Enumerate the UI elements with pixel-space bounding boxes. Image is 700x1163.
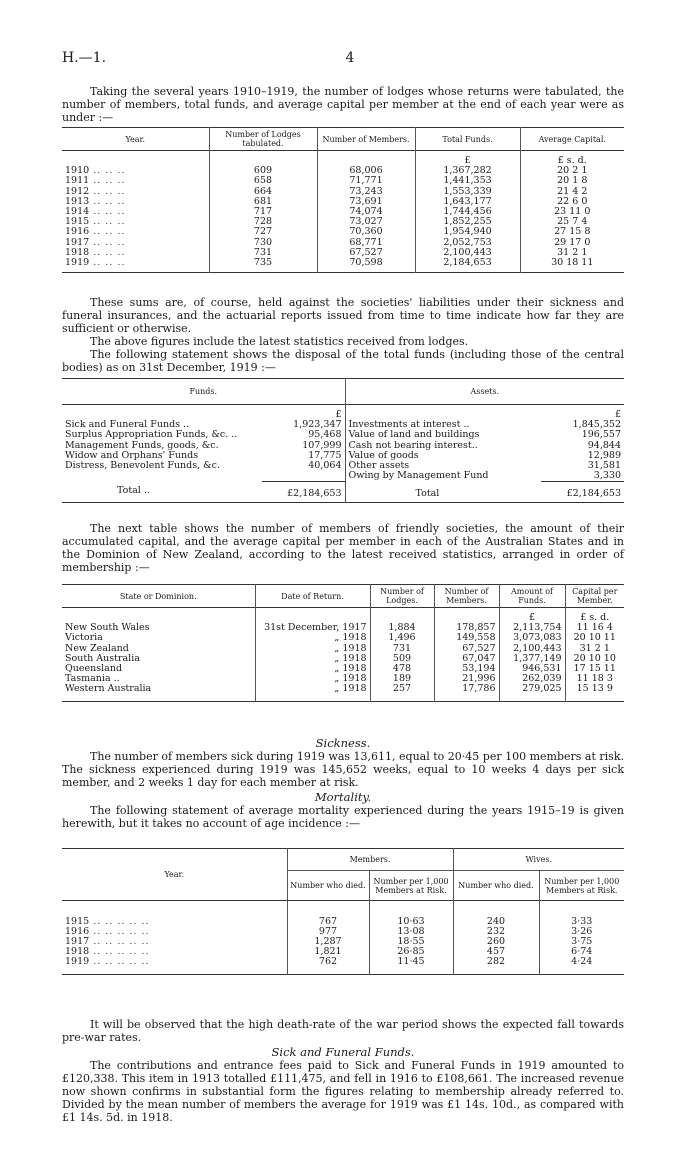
lodges-value: 658 (209, 176, 317, 186)
leader-dots: .. .. .. .. .. (89, 956, 150, 968)
lodges-value: 257 (370, 684, 434, 694)
funds-value: 1,553,339 (415, 187, 520, 197)
average-capital-value: 21 4 2 (557, 185, 588, 197)
state-name: New South Wales (62, 623, 255, 633)
mortality-table (62, 848, 624, 975)
asset-value: 196,557 (581, 429, 621, 441)
funds-value: 1,852,255 (415, 217, 520, 227)
fund-value: 40,064 (262, 461, 345, 471)
capital-per-member-value: 15 13 9 (576, 683, 613, 695)
capital-per-member-value: 31 2 1 (579, 642, 610, 654)
remarks-block (62, 296, 624, 374)
average-capital-value: 20 2 1 (557, 165, 588, 177)
average-capital-value: 22 6 0 (557, 195, 588, 207)
col-members-died: Number who died. (287, 871, 369, 901)
funds-value: 1,367,282 (415, 166, 520, 176)
table-row (62, 166, 624, 176)
table-row (62, 238, 624, 248)
total-assets-value: £2,184,653 (541, 482, 624, 503)
lodges-value: 728 (209, 217, 317, 227)
members-value: 21,996 (434, 674, 499, 684)
funds-value: 3,073,083 (499, 633, 565, 643)
heading-mortality: Mortality. (314, 790, 372, 804)
paragraph-disposal: The following statement shows the disposal of the total funds (including those of the central bodies) as on 31st December, 1919 :— (62, 348, 624, 374)
state-name: Western Australia (62, 684, 255, 694)
funds-value: 2,184,653 (415, 258, 520, 268)
wives-rate-value: 3·33 (571, 915, 593, 927)
members-value: 68,771 (317, 238, 415, 248)
leader-dots: .. .. .. (89, 206, 126, 218)
unit-pounds-assets: £ (614, 409, 621, 420)
leader-dots: .. .. .. (89, 216, 126, 228)
fund-value: 1,923,347 (262, 420, 345, 430)
members-rate-value: 10·63 (369, 917, 453, 927)
fund-value: 95,468 (262, 430, 345, 440)
totals-row (62, 482, 624, 503)
col-members: Number of Members. (317, 128, 415, 151)
average-capital-value: 23 11 0 (554, 206, 591, 218)
col-capital-per-member: Capital per Member. (572, 587, 618, 605)
closing-section (62, 1018, 624, 1124)
year-value: 1914 (65, 206, 90, 218)
fund-label: Distress, Benevolent Funds, &c. (65, 460, 220, 472)
members-value: 68,006 (317, 166, 415, 176)
wives-rate-value: 3·26 (571, 925, 593, 937)
col-wives-rate: Number per 1,000 Members at Risk. (544, 876, 620, 895)
average-capital-value: 30 18 11 (551, 257, 594, 269)
col-amount-of-funds: Amount of Funds. (499, 585, 565, 608)
col-members-group: Members. (287, 849, 453, 871)
col-number-of-lodges: Number of Lodges. (370, 585, 434, 608)
fund-label: Widow and Orphans' Funds (65, 449, 199, 461)
year-value: 1910 (65, 165, 90, 177)
empty-cell (262, 471, 345, 482)
capital-per-member-value: 20 10 11 (573, 632, 616, 644)
year-value: 1917 (65, 935, 90, 947)
asset-label: Cash not bearing interest.. (348, 439, 478, 451)
year-cell (62, 957, 287, 967)
leader-dots: .. .. .. .. .. (89, 925, 150, 937)
capital-per-member-value: 11 16 4 (576, 622, 613, 634)
lodges-value: 681 (209, 197, 317, 207)
asset-label: Other assets (348, 460, 410, 472)
table-row (62, 471, 624, 482)
lodges-value: 730 (209, 238, 317, 248)
wives-died-value: 282 (453, 957, 539, 967)
members-value: 73,027 (317, 217, 415, 227)
members-value: 149,558 (434, 633, 499, 643)
funds-assets-body (62, 405, 624, 503)
members-value: 17,786 (434, 684, 499, 694)
date-of-return: „ 1918 (255, 664, 370, 674)
states-table (62, 584, 624, 702)
leader-dots: .. .. .. .. .. (89, 946, 150, 958)
lodges-value: 735 (209, 258, 317, 268)
members-value: 73,691 (317, 197, 415, 207)
col-year: Year. (62, 849, 287, 901)
lodges-table-body (62, 151, 624, 273)
members-value: 71,771 (317, 176, 415, 186)
state-name: Victoria (62, 633, 255, 643)
year-value: 1911 (65, 175, 90, 187)
funds-value: 262,039 (499, 674, 565, 684)
fund-label: Management Funds, goods, &c. (65, 439, 219, 451)
col-members-rate: Number per 1,000 Members at Risk. (369, 871, 453, 901)
table-row (62, 187, 624, 197)
unit-pounds-funds: £ (262, 405, 345, 421)
table-row (62, 957, 624, 967)
date-of-return: „ 1918 (255, 644, 370, 654)
funds-value: 1,643,177 (415, 197, 520, 207)
fund-label: Sick and Funeral Funds .. (65, 419, 190, 431)
year-cell (62, 258, 209, 268)
paragraph-liabilities: These sums are, of course, held against the societies' liabilities under their sickness and funeral insurances, and the actuarial reports issued from time to time indicate how far they are sufficient or otherwise. (62, 296, 624, 335)
fund-label: Surplus Appropriation Funds, &c. .. (65, 429, 238, 441)
empty-cell (62, 471, 262, 482)
asset-value: 3,330 (593, 470, 621, 482)
funds-value: 279,025 (499, 684, 565, 694)
col-assets: Assets. (470, 387, 500, 396)
members-died-value: 1,287 (287, 937, 369, 947)
leader-dots: .. .. .. (89, 195, 126, 207)
funds-value: 2,052,753 (415, 238, 520, 248)
table-row (62, 227, 624, 237)
asset-label: Owing by Management Fund (348, 470, 489, 482)
members-value: 70,360 (317, 227, 415, 237)
members-rate-value: 26·85 (369, 947, 453, 957)
intro-paragraph-block (62, 85, 624, 124)
year-value: 1919 (65, 257, 90, 269)
lodges-value: 1,884 (370, 623, 434, 633)
total-label-funds: Total .. (117, 484, 150, 496)
lodges-value: 509 (370, 654, 434, 664)
funds-value: 2,100,443 (499, 644, 565, 654)
funds-value: 1,954,940 (415, 227, 520, 237)
unit-pounds: £ (415, 151, 520, 167)
members-value: 74,074 (317, 207, 415, 217)
members-rate-value: 11·45 (369, 957, 453, 967)
fund-value: 17,775 (262, 451, 345, 461)
funds-value: 1,441,353 (415, 176, 520, 186)
funds-value: 2,113,754 (499, 623, 565, 633)
year-value: 1915 (65, 915, 90, 927)
members-died-value: 1,821 (287, 947, 369, 957)
col-wives-died: Number who died. (453, 871, 539, 901)
asset-label: Value of land and buildings (348, 429, 480, 441)
year-value: 1912 (65, 185, 90, 197)
col-lodges: Number of Lodges tabulated. (209, 128, 317, 151)
average-capital-value: 27 15 8 (554, 226, 591, 238)
wives-died-value: 240 (453, 917, 539, 927)
capital-per-member-value: 20 10 10 (573, 652, 616, 664)
date-of-return: „ 1918 (255, 684, 370, 694)
col-number-of-members: Number of Members. (434, 585, 499, 608)
paragraph-intro: Taking the several years 1910–1919, the number of lodges whose returns were tabulated, the number of members, total funds, and average capital per member at the end of each year were as under :— (62, 85, 624, 124)
year-value: 1919 (65, 956, 90, 968)
table-row (62, 248, 624, 258)
funds-value: 946,531 (499, 664, 565, 674)
capital-per-member-value: 17 15 11 (573, 663, 616, 675)
lodges-value: 731 (370, 644, 434, 654)
lodges-value: 727 (209, 227, 317, 237)
capital-per-member-value: 11 18 3 (576, 673, 613, 685)
date-of-return: 31st December, 1917 (255, 623, 370, 633)
members-value: 67,527 (434, 644, 499, 654)
asset-label: Value of goods (348, 449, 419, 461)
members-value: 178,857 (434, 623, 499, 633)
average-capital-value: 29 17 0 (554, 236, 591, 248)
paragraph-states: The next table shows the number of members of friendly societies, the amount of their accumulated capital, and the average capital per member in each of the Australian States and in the Dominion of New Zealand, according to the latest received statistics, arranged in order of membership :— (62, 522, 624, 574)
sickness-section (62, 737, 624, 830)
table-row (62, 176, 624, 186)
date-of-return: „ 1918 (255, 654, 370, 664)
year-value: 1918 (65, 246, 90, 258)
average-capital-value: 25 7 4 (557, 216, 588, 228)
state-name: Queensland (62, 664, 255, 674)
total-funds-value: £2,184,653 (262, 482, 345, 503)
members-value: 67,047 (434, 654, 499, 664)
members-value: 53,194 (434, 664, 499, 674)
state-name: New Zealand (62, 644, 255, 654)
lodges-value: 1,496 (370, 633, 434, 643)
wives-died-value: 457 (453, 947, 539, 957)
page-number: 4 (345, 50, 355, 66)
wives-died-value: 260 (453, 937, 539, 947)
table-row (62, 217, 624, 227)
asset-value: 31,581 (587, 460, 621, 472)
asset-label: Investments at interest .. (348, 419, 470, 431)
wives-rate-value: 4·24 (571, 956, 593, 968)
total-label-assets: Total (415, 487, 440, 499)
wives-rate-value: 3·75 (571, 935, 593, 947)
col-state: State or Dominion. (62, 585, 255, 608)
table-row (62, 684, 624, 694)
funds-value: 2,100,443 (415, 248, 520, 258)
state-name: South Australia (62, 654, 255, 664)
asset-value: 12,989 (587, 449, 621, 461)
mortality-table-body (62, 901, 624, 975)
table-row (62, 258, 624, 268)
paragraph-war-period: It will be observed that the high death-rate of the war period shows the expected fall towards pre-war rates. (62, 1018, 624, 1044)
states-table-body (62, 608, 624, 702)
table-row (62, 207, 624, 217)
paragraph-contributions: The contributions and entrance fees paid to Sick and Funeral Funds in 1919 amounted to £120,338. This item in 1913 totalled £111,475, and fell in 1916 to £108,661. The increased revenue now shown confirms in substantial form the figures relating to membership already referred to. Divided by the mean number of members the average for 1919 was £1 14s. 10d., as compared with £1 14s. 5d. in 1918. (62, 1059, 624, 1124)
document-reference: H.—1. (62, 50, 107, 66)
year-value: 1916 (65, 226, 90, 238)
col-year: Year. (62, 128, 209, 151)
members-died-value: 762 (287, 957, 369, 967)
average-capital-value: 20 1 8 (557, 175, 588, 187)
heading-sickness: Sickness. (315, 736, 371, 750)
members-died-value: 767 (287, 917, 369, 927)
paragraph-mortality: The following statement of average mortality experienced during the years 1915–19 is given herewith, but it takes no account of age incidence :— (62, 804, 624, 830)
page-header (62, 50, 638, 70)
col-funds: Funds. (62, 379, 345, 405)
asset-value: 94,844 (587, 439, 621, 451)
funds-value: 1,377,149 (499, 654, 565, 664)
average-capital-value: 31 2 1 (557, 246, 588, 258)
paragraph-latest-statistics: The above figures include the latest statistics received from lodges. (90, 335, 469, 348)
leader-dots: .. .. .. (89, 185, 126, 197)
date-of-return: „ 1918 (255, 633, 370, 643)
funds-assets-table (62, 378, 624, 503)
unit-lsd: £ s. d. (557, 155, 587, 166)
members-rate-value: 18·55 (369, 937, 453, 947)
leader-dots: .. .. .. .. .. (89, 915, 150, 927)
lodges-value: 478 (370, 664, 434, 674)
state-name: Tasmania .. (62, 674, 255, 684)
lodges-summary-table (62, 127, 624, 273)
members-value: 70,598 (317, 258, 415, 268)
funds-value: 1,744,456 (415, 207, 520, 217)
lodges-value: 717 (209, 207, 317, 217)
year-value: 1918 (65, 946, 90, 958)
members-rate-value: 13·08 (369, 927, 453, 937)
table-row (62, 197, 624, 207)
heading-sick-funeral-funds: Sick and Funeral Funds. (271, 1045, 415, 1059)
leader-dots: .. .. .. (89, 246, 126, 258)
asset-value: 1,845,352 (572, 419, 621, 431)
lodges-value: 189 (370, 674, 434, 684)
unit-pounds: £ (499, 608, 565, 624)
unit-lsd: £ s. d. (580, 612, 610, 623)
leader-dots: .. .. .. (89, 257, 126, 269)
members-died-value: 977 (287, 927, 369, 937)
year-value: 1913 (65, 195, 90, 207)
members-value: 67,527 (317, 248, 415, 258)
leader-dots: .. .. .. (89, 236, 126, 248)
year-value: 1916 (65, 925, 90, 937)
leader-dots: .. .. .. (89, 175, 126, 187)
lodges-value: 664 (209, 187, 317, 197)
col-total-funds: Total Funds. (415, 128, 520, 151)
members-value: 73,243 (317, 187, 415, 197)
leader-dots: .. .. .. (89, 226, 126, 238)
paragraph-sickness: The number of members sick during 1919 was 13,611, equal to 20·45 per 100 members at risk. The sickness experienced during 1919 was 145,652 weeks, equal to 10 weeks 4 days per sick member, and 2 weeks 1 day for each member at risk. (62, 750, 624, 789)
date-of-return: „ 1918 (255, 674, 370, 684)
leader-dots: .. .. .. (89, 165, 126, 177)
fund-value: 107,999 (262, 441, 345, 451)
col-average-capital: Average Capital. (538, 134, 606, 144)
year-value: 1917 (65, 236, 90, 248)
leader-dots: .. .. .. .. .. (89, 935, 150, 947)
lodges-value: 731 (209, 248, 317, 258)
table-row (62, 461, 624, 471)
wives-died-value: 232 (453, 927, 539, 937)
year-value: 1915 (65, 216, 90, 228)
state-intro-block (62, 522, 624, 574)
col-wives-group: Wives. (453, 849, 624, 871)
col-date-of-return: Date of Return. (255, 585, 370, 608)
lodges-value: 609 (209, 166, 317, 176)
wives-rate-value: 6·74 (571, 946, 593, 958)
